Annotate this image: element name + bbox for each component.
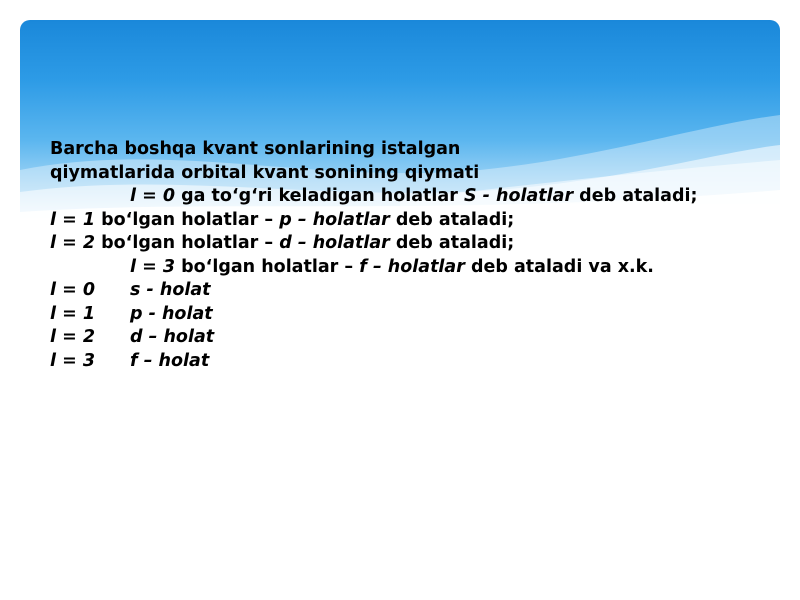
rule-expr: l = 2 [50,233,96,253]
table-l-value: l = 2 [50,327,96,347]
rule-mid: bo‘lgan holatlar – [95,233,280,253]
rule-tail: deb ataladi; [389,233,515,253]
table-state: d – holat [130,327,215,347]
slide-body-text [50,138,750,373]
table-row [50,350,750,374]
table-l-value: l = 0 [50,280,96,300]
rule-kind: p – holatlar [279,209,390,230]
rule-tail: deb ataladi; [389,209,515,230]
intro-line-2: qiymatlarida orbital kvant sonining qiymati [50,162,480,183]
table-row [50,279,750,303]
table-l-value: l = 3 [50,350,96,371]
rule-kind: f – holatlar [359,256,465,277]
rule-expr: l = 1 [50,209,96,230]
rule-tail: deb ataladi; [573,186,698,206]
rule-line-l2 [50,232,750,256]
rule-kind: d – holatlar [279,233,390,253]
rule-tail: deb ataladi va x.k. [464,256,654,277]
rule-mid: bo‘lgan holatlar – [175,256,360,277]
intro-line-1: Barcha boshqa kvant sonlarining istalgan [50,139,461,159]
table-state: p - holat [130,303,213,324]
rule-line-l0 [50,185,750,209]
rule-kind: S - holatlar [463,186,574,206]
rule-line-l1 [50,209,750,233]
rule-expr: l = 3 [130,256,176,277]
rule-mid: ga to‘g‘ri keladigan holatlar [175,186,464,206]
table-row [50,303,750,327]
rule-expr: l = 0 [130,186,176,206]
table-l-value: l = 1 [50,303,96,324]
table-row [50,326,750,350]
table-state: s - holat [130,280,211,300]
rule-line-l3 [50,256,750,280]
table-state: f – holat [130,350,210,371]
rule-mid: bo‘lgan holatlar – [95,209,280,230]
